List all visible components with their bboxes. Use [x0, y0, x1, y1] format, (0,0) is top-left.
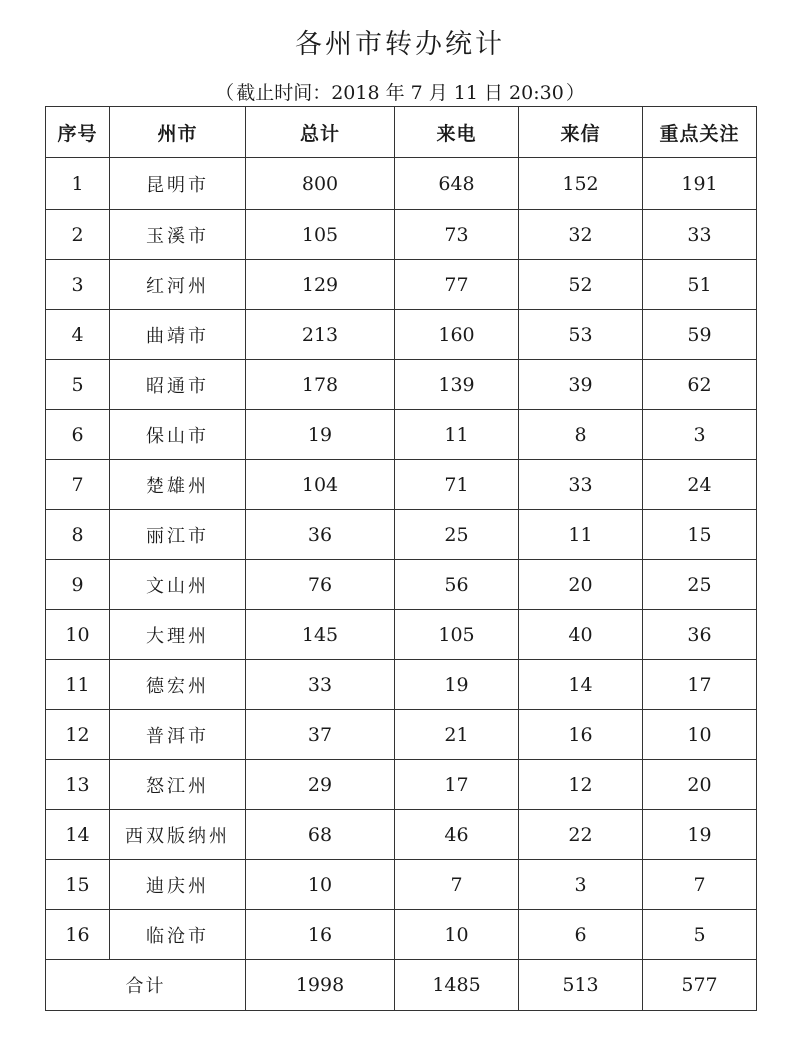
row-focus: 25: [643, 560, 757, 610]
row-total: 145: [246, 610, 395, 660]
table-row: [46, 860, 757, 910]
total-row: [46, 960, 757, 1011]
row-phone: 25: [395, 510, 519, 560]
total-phone: 1485: [395, 960, 519, 1011]
row-focus: 7: [643, 860, 757, 910]
table-row: [46, 660, 757, 710]
row-phone: 19: [395, 660, 519, 710]
row-focus: 15: [643, 510, 757, 560]
document-title: 各州市转办统计: [295, 29, 505, 60]
row-letter: 33: [519, 460, 643, 510]
row-city: 大理州: [110, 610, 246, 660]
row-letter: 6: [519, 910, 643, 960]
row-serial-number: 9: [46, 560, 110, 610]
row-city: 昆明市: [110, 158, 246, 210]
row-serial-number: 4: [46, 310, 110, 360]
row-serial-number: 8: [46, 510, 110, 560]
table-row: [46, 210, 757, 260]
row-focus: 51: [643, 260, 757, 310]
header-phone: 来电: [395, 107, 519, 158]
row-serial-number: 16: [46, 910, 110, 960]
table-row: [46, 510, 757, 560]
row-city: 普洱市: [110, 710, 246, 760]
row-letter: 11: [519, 510, 643, 560]
statistics-table: [45, 106, 757, 1011]
row-total: 129: [246, 260, 395, 310]
table-row: [46, 710, 757, 760]
header-serial-number: 序号: [46, 107, 110, 158]
row-phone: 105: [395, 610, 519, 660]
row-city: 丽江市: [110, 510, 246, 560]
table-row: [46, 310, 757, 360]
row-phone: 71: [395, 460, 519, 510]
table-row: [46, 610, 757, 660]
row-total: 800: [246, 158, 395, 210]
row-phone: 11: [395, 410, 519, 460]
table-header-row: [46, 107, 757, 158]
row-letter: 8: [519, 410, 643, 460]
row-phone: 77: [395, 260, 519, 310]
row-serial-number: 12: [46, 710, 110, 760]
row-focus: 24: [643, 460, 757, 510]
header-letter: 来信: [519, 107, 643, 158]
row-city: 红河州: [110, 260, 246, 310]
row-total: 68: [246, 810, 395, 860]
row-letter: 3: [519, 860, 643, 910]
row-city: 怒江州: [110, 760, 246, 810]
row-city: 临沧市: [110, 910, 246, 960]
row-total: 29: [246, 760, 395, 810]
total-label: 合计: [46, 960, 246, 1011]
cutoff-time-text: 截止时间：2018 年 7 月 11 日 20:30: [236, 82, 564, 104]
subtitle-open-paren: （: [215, 82, 235, 104]
row-total: 76: [246, 560, 395, 610]
row-city: 楚雄州: [110, 460, 246, 510]
table-row: [46, 410, 757, 460]
row-phone: 160: [395, 310, 519, 360]
row-total: 19: [246, 410, 395, 460]
row-focus: 59: [643, 310, 757, 360]
row-phone: 648: [395, 158, 519, 210]
row-focus: 191: [643, 158, 757, 210]
row-letter: 52: [519, 260, 643, 310]
table-row: [46, 810, 757, 860]
row-letter: 16: [519, 710, 643, 760]
header-city: 州市: [110, 107, 246, 158]
row-letter: 12: [519, 760, 643, 810]
row-city: 曲靖市: [110, 310, 246, 360]
row-letter: 22: [519, 810, 643, 860]
row-serial-number: 1: [46, 158, 110, 210]
row-letter: 20: [519, 560, 643, 610]
row-phone: 73: [395, 210, 519, 260]
row-city: 德宏州: [110, 660, 246, 710]
row-letter: 152: [519, 158, 643, 210]
total-sum: 1998: [246, 960, 395, 1011]
table-row: [46, 460, 757, 510]
row-total: 213: [246, 310, 395, 360]
row-total: 178: [246, 360, 395, 410]
row-serial-number: 15: [46, 860, 110, 910]
row-city: 文山州: [110, 560, 246, 610]
table-row: [46, 760, 757, 810]
row-total: 10: [246, 860, 395, 910]
table-body: [46, 158, 757, 1011]
row-phone: 56: [395, 560, 519, 610]
subtitle-close-paren: ）: [565, 82, 585, 104]
row-serial-number: 3: [46, 260, 110, 310]
table-row: [46, 158, 757, 210]
row-total: 16: [246, 910, 395, 960]
row-total: 104: [246, 460, 395, 510]
row-phone: 17: [395, 760, 519, 810]
row-phone: 46: [395, 810, 519, 860]
header-key-focus: 重点关注: [643, 107, 757, 158]
row-city: 昭通市: [110, 360, 246, 410]
table-row: [46, 560, 757, 610]
row-city: 迪庆州: [110, 860, 246, 910]
row-total: 37: [246, 710, 395, 760]
row-focus: 17: [643, 660, 757, 710]
row-serial-number: 13: [46, 760, 110, 810]
row-serial-number: 2: [46, 210, 110, 260]
table-row: [46, 360, 757, 410]
header-total: 总计: [246, 107, 395, 158]
row-serial-number: 14: [46, 810, 110, 860]
row-serial-number: 5: [46, 360, 110, 410]
table-row: [46, 910, 757, 960]
cutoff-time: [0, 78, 800, 105]
row-total: 33: [246, 660, 395, 710]
row-phone: 21: [395, 710, 519, 760]
row-focus: 62: [643, 360, 757, 410]
row-phone: 139: [395, 360, 519, 410]
row-serial-number: 10: [46, 610, 110, 660]
row-total: 36: [246, 510, 395, 560]
row-serial-number: 7: [46, 460, 110, 510]
row-serial-number: 6: [46, 410, 110, 460]
row-focus: 5: [643, 910, 757, 960]
row-total: 105: [246, 210, 395, 260]
row-city: 保山市: [110, 410, 246, 460]
row-focus: 3: [643, 410, 757, 460]
row-letter: 40: [519, 610, 643, 660]
row-focus: 19: [643, 810, 757, 860]
row-focus: 10: [643, 710, 757, 760]
total-focus: 577: [643, 960, 757, 1011]
table-row: [46, 260, 757, 310]
row-focus: 20: [643, 760, 757, 810]
row-phone: 10: [395, 910, 519, 960]
row-letter: 39: [519, 360, 643, 410]
row-letter: 14: [519, 660, 643, 710]
row-serial-number: 11: [46, 660, 110, 710]
row-letter: 32: [519, 210, 643, 260]
total-letter: 513: [519, 960, 643, 1011]
row-phone: 7: [395, 860, 519, 910]
row-city: 玉溪市: [110, 210, 246, 260]
row-letter: 53: [519, 310, 643, 360]
row-city: 西双版纳州: [110, 810, 246, 860]
row-focus: 36: [643, 610, 757, 660]
row-focus: 33: [643, 210, 757, 260]
